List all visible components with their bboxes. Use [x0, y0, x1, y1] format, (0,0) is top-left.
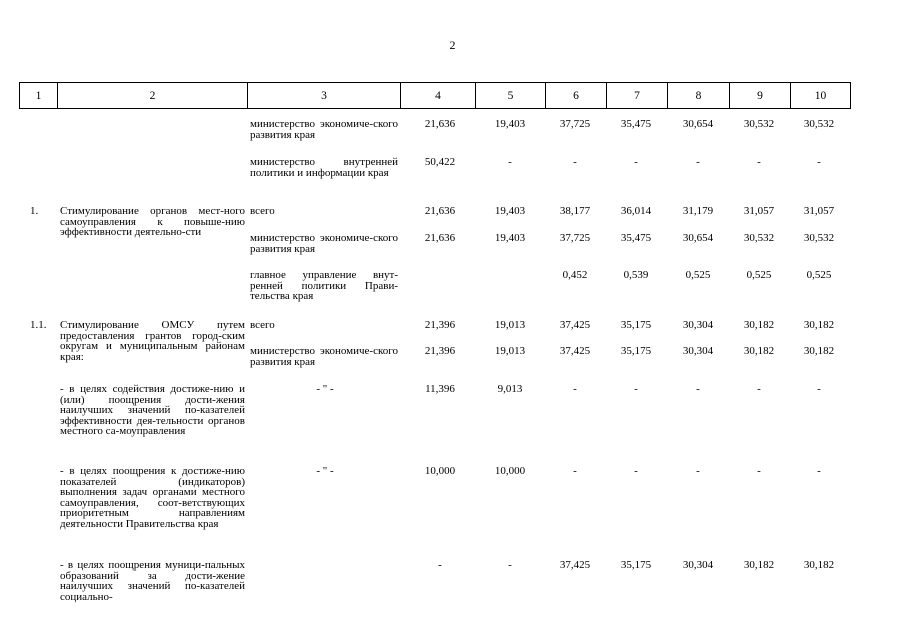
row-value: -	[573, 465, 577, 477]
row-value: 35,175	[620, 559, 652, 571]
row-value: 36,014	[620, 205, 652, 217]
row-value: -	[817, 383, 821, 395]
row-value: 21,396	[424, 319, 456, 331]
row-executor: министерство экономиче-ского развития края	[250, 345, 398, 368]
header-col-4: 4	[401, 83, 476, 109]
row-value: -	[634, 383, 638, 395]
row-value: -	[757, 383, 761, 395]
row-value: 38,177	[559, 205, 591, 217]
row-value: 21,636	[424, 118, 456, 130]
row-value: 37,425	[559, 345, 591, 357]
row-name: Стимулирование органов мест-ного самоуправления к повыше-нию эффективности деятельно-сти	[60, 205, 245, 238]
row-value: 35,175	[620, 319, 652, 331]
row-number: 1.	[30, 205, 39, 217]
row-value: -	[508, 559, 512, 571]
row-value: 9,013	[497, 383, 523, 395]
row-value: 0,525	[685, 269, 711, 281]
row-value: 11,396	[425, 383, 455, 395]
row-value: 31,179	[682, 205, 714, 217]
row-value: 35,475	[620, 118, 652, 130]
row-value: 30,182	[743, 345, 775, 357]
row-value: 30,182	[803, 345, 835, 357]
header-col-5: 5	[476, 83, 546, 109]
row-value: 21,636	[424, 205, 456, 217]
row-value: 30,304	[682, 345, 714, 357]
row-value: 19,013	[494, 319, 526, 331]
row-value: 30,182	[743, 319, 775, 331]
page-number: 2	[449, 38, 456, 52]
row-value: 37,725	[559, 118, 591, 130]
row-value: -	[696, 465, 700, 477]
row-value: 0,452	[562, 269, 588, 281]
row-value: 30,532	[743, 118, 775, 130]
row-value: 30,532	[803, 232, 835, 244]
row-executor: министерство экономиче-ского развития края	[250, 232, 398, 255]
row-value: 21,396	[424, 345, 456, 357]
header-col-10: 10	[791, 83, 851, 109]
row-value: 10,000	[494, 465, 526, 477]
row-value: -	[438, 559, 442, 571]
row-value: 30,654	[682, 118, 714, 130]
header-col-3: 3	[248, 83, 401, 109]
row-executor: министерство экономиче-ского развития края	[250, 118, 398, 141]
row-value: 30,532	[803, 118, 835, 130]
row-value: 37,425	[559, 559, 591, 571]
row-value: 35,475	[620, 232, 652, 244]
row-value: 0,525	[746, 269, 772, 281]
row-executor: министерство внутренней политики и информации края	[250, 156, 398, 179]
row-value: 30,654	[682, 232, 714, 244]
row-value: -	[508, 156, 512, 168]
row-executor: главное управление внут-ренней политики Прави-тельства края	[250, 269, 398, 302]
row-name: - в целях содействия достиже-нию и (или) поощрения дости-жения наилучших значений по-казателей эффективности дея-тельности органов местного са-моуправления	[60, 383, 245, 437]
row-value: 31,057	[803, 205, 835, 217]
row-value: -	[757, 156, 761, 168]
row-value: 35,175	[620, 345, 652, 357]
row-value: 19,403	[494, 118, 526, 130]
table-header	[19, 82, 851, 109]
row-executor: всего	[250, 205, 275, 217]
row-value: 30,182	[803, 559, 835, 571]
row-value: -	[634, 156, 638, 168]
row-value: 30,182	[803, 319, 835, 331]
row-value: -	[573, 156, 577, 168]
header-col-6: 6	[546, 83, 607, 109]
row-value: 37,425	[559, 319, 591, 331]
row-value: -	[757, 465, 761, 477]
header-col-7: 7	[607, 83, 668, 109]
row-value: 30,304	[682, 319, 714, 331]
row-value: 19,403	[494, 232, 526, 244]
row-name: - в целях поощрения муници-пальных образований за дости-жение наилучших значений по-казателей социально-	[60, 559, 245, 603]
row-value: -	[634, 465, 638, 477]
row-number: 1.1.	[30, 319, 47, 331]
row-value: -	[573, 383, 577, 395]
row-value: 10,000	[424, 465, 456, 477]
row-executor-ditto: - " -	[316, 465, 334, 477]
row-value: 21,636	[424, 232, 456, 244]
row-value: 30,304	[682, 559, 714, 571]
row-value: 37,725	[559, 232, 591, 244]
row-value: -	[817, 156, 821, 168]
row-value: 50,422	[424, 156, 456, 168]
row-value: -	[696, 156, 700, 168]
row-value: 0,539	[623, 269, 649, 281]
row-executor: всего	[250, 319, 275, 331]
row-name: Стимулирование ОМСУ путем предоставления грантов город-ским округам и муниципальным районам края:	[60, 319, 245, 363]
header-col-9: 9	[730, 83, 791, 109]
header-col-2: 2	[58, 83, 248, 109]
row-value: 30,182	[743, 559, 775, 571]
row-value: -	[696, 383, 700, 395]
row-value: 0,525	[806, 269, 832, 281]
row-executor-ditto: - " -	[316, 383, 334, 395]
row-value: 31,057	[743, 205, 775, 217]
row-value: -	[817, 465, 821, 477]
row-value: 30,532	[743, 232, 775, 244]
header-col-8: 8	[668, 83, 730, 109]
row-name: - в целях поощрения к достиже-нию показателей (индикаторов) выполнения задач органами местного самоуправления, соот-ветствующих приоритетным направлениям деятельности Правительства края	[60, 465, 245, 530]
row-value: 19,403	[494, 205, 526, 217]
header-col-1: 1	[20, 83, 58, 109]
row-value: 19,013	[494, 345, 526, 357]
